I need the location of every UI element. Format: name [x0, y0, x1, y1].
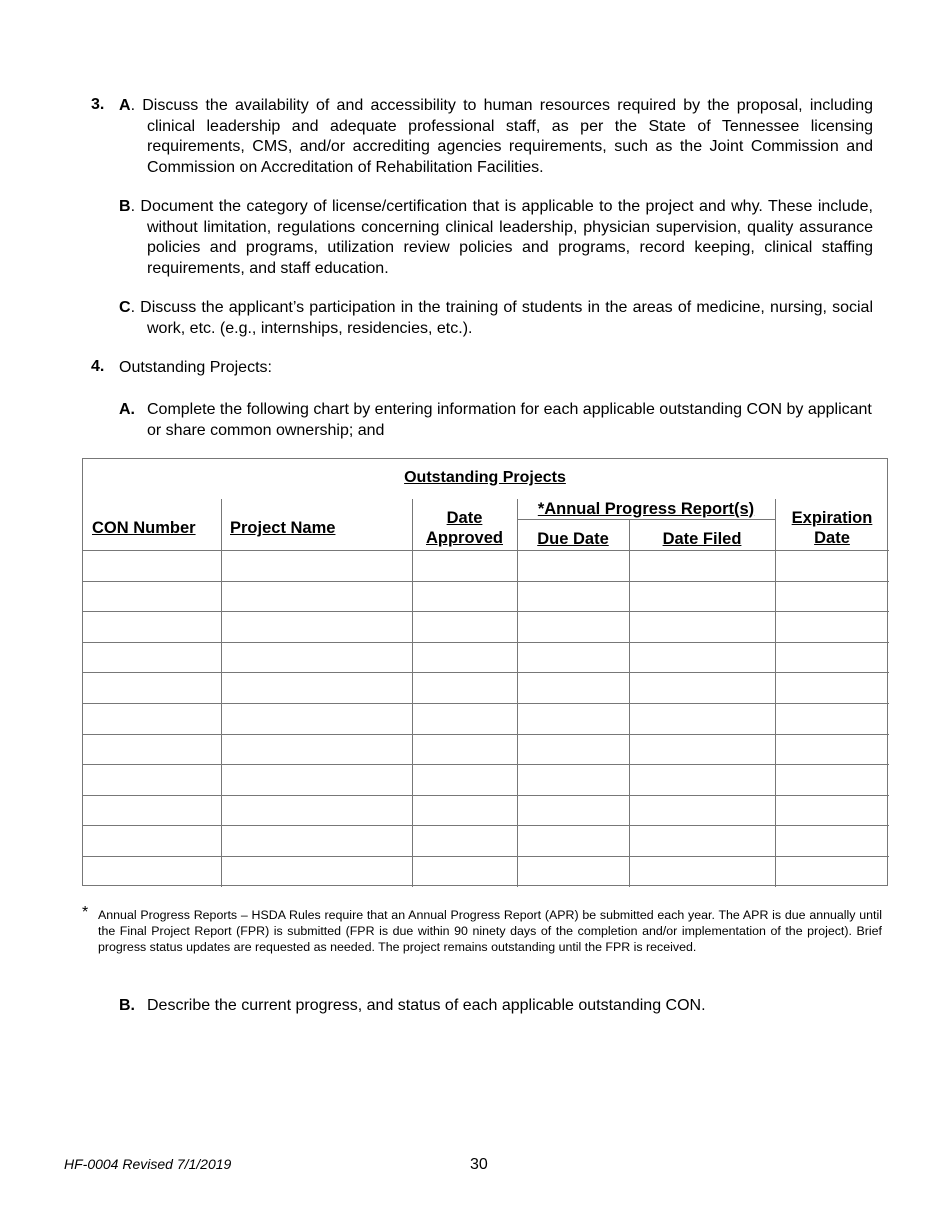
header-date-approved-line2: Approved [425, 529, 503, 547]
table-row-line [83, 764, 889, 765]
header-date-approved-line1: Date [446, 509, 483, 527]
col-divider-1 [221, 499, 222, 887]
form-revision: HF-0004 Revised 7/1/2019 [64, 1156, 232, 1172]
table-row-line [83, 642, 889, 643]
col-divider-2 [412, 499, 413, 887]
table-row-line [83, 581, 889, 582]
header-expiration-line1: Expiration [791, 509, 873, 527]
item-3a-text: . Discuss the availability of and accessibility to human resources required by the proposal, including clinical leadership and adequate professional staff, as per the State of Tennessee licensing requirements, CMS, and/or accrediting agencies requirements, such as the Joint Commission and Commission on Accreditation of Rehabilitation Facilities. [130, 97, 873, 176]
item-4-title: Outstanding Projects: [119, 359, 272, 376]
item-4-number: 4. [91, 358, 105, 375]
header-expiration-line2: Date [814, 529, 850, 547]
item-4a-text: Complete the following chart by entering information for each applicable outstanding CON by applicant or share common ownership; and [147, 401, 872, 439]
annual-subheader-line [517, 519, 775, 520]
item-3a-paragraph [119, 96, 873, 178]
item-4b-paragraph [119, 996, 884, 1017]
table-row-line [83, 550, 889, 551]
table-title: Outstanding Projects [404, 469, 566, 486]
header-expiration-date [775, 508, 889, 548]
item-3c-letter: C [119, 299, 131, 316]
header-date-filed: Date Filed [662, 530, 742, 548]
item-3-number: 3. [91, 96, 105, 113]
header-annual-progress: *Annual Progress Report(s) [537, 500, 755, 518]
table-row-line [83, 734, 889, 735]
item-3b-text: . Document the category of license/certification that is applicable to the project and why. These include, without limitation, regulations concerning clinical leadership, physician supervision, quality assurance policies and programs, utilization review policies and programs, record keeping, clinical staffing requirements, and staff education. [130, 198, 873, 277]
item-3b-letter: B [119, 198, 131, 215]
page-number: 30 [470, 1156, 488, 1173]
item-4b-letter: B. [119, 997, 135, 1014]
item-3c-text: . Discuss the applicant’s participation in the training of students in the areas of medicine, nursing, social work, etc. (e.g., internships, residencies, etc.). [130, 299, 873, 337]
header-due-date: Due Date [537, 530, 609, 548]
table-row-line [83, 611, 889, 612]
item-4a-letter: A. [119, 401, 135, 418]
item-4b-text: Describe the current progress, and status of each applicable outstanding CON. [147, 997, 706, 1014]
item-4a-paragraph [119, 400, 884, 441]
item-3b-paragraph [119, 197, 873, 279]
footnote [82, 904, 882, 955]
table-row-line [83, 825, 889, 826]
table-row-line [83, 703, 889, 704]
item-3c-paragraph [119, 298, 873, 339]
header-project-name: Project Name [230, 519, 336, 537]
col-divider-3 [517, 499, 518, 887]
header-con-number: CON Number [92, 519, 196, 537]
table-row-line [83, 856, 889, 857]
col-divider-5 [775, 499, 776, 887]
table-row-line [83, 795, 889, 796]
header-date-approved [412, 508, 517, 548]
outstanding-projects-table [82, 458, 888, 886]
item-3a-letter: A [119, 97, 131, 114]
footnote-star: * [82, 904, 89, 921]
table-row-line [83, 672, 889, 673]
footnote-text: Annual Progress Reports – HSDA Rules require that an Annual Progress Report (APR) be submitted each year. The APR is due annually until the Final Project Report (FPR) is submitted (FPR is due within 90 ninety days of the completion and/or implementation of the project). Brief progress status updates are requested as needed. The project remains outstanding until the FPR is received. [98, 908, 882, 954]
